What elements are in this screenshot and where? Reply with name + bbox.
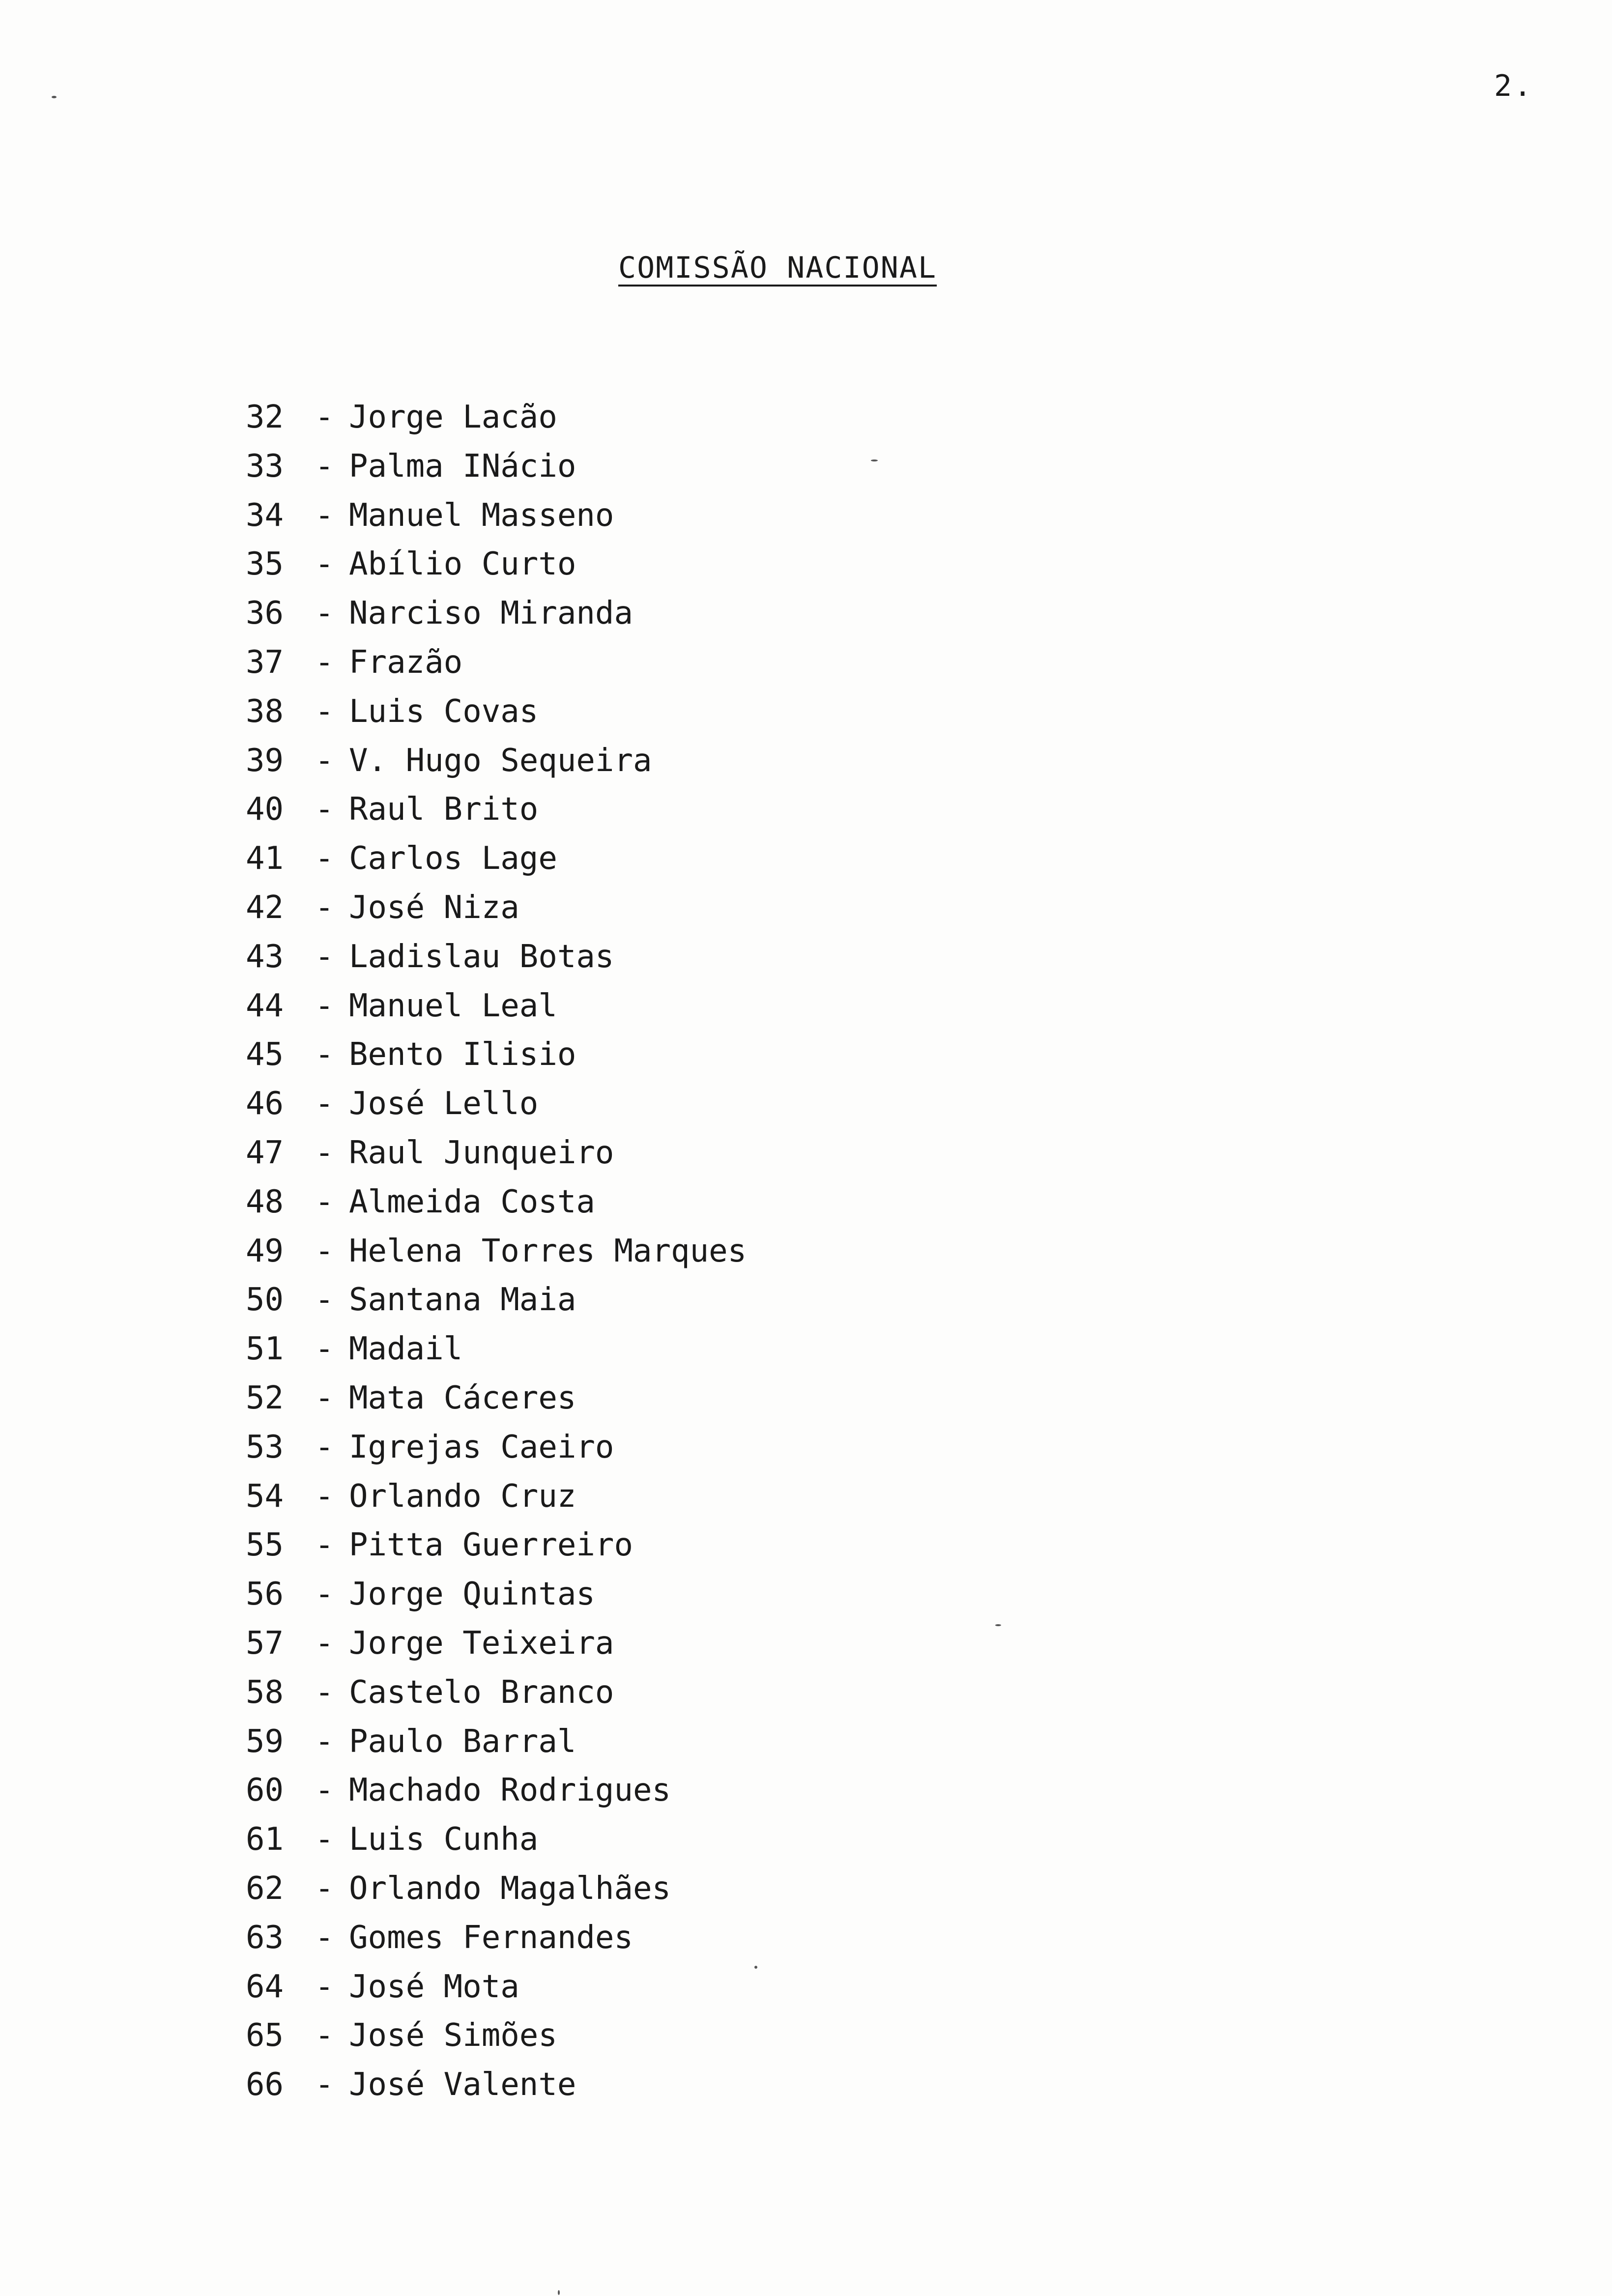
member-number: 33 (246, 448, 284, 485)
scan-speck (995, 1624, 1001, 1626)
member-separator: - (315, 1821, 334, 1858)
list-item (246, 1276, 747, 1325)
member-name: Pitta Guerreiro (349, 1527, 633, 1564)
list-item (246, 1963, 747, 2012)
list-item (246, 933, 747, 982)
list-item (246, 1766, 747, 1815)
member-separator: - (315, 1134, 334, 1171)
list-item (246, 491, 747, 541)
member-name: Mata Cáceres (349, 1379, 576, 1416)
member-separator: - (315, 595, 334, 632)
list-item (246, 2011, 747, 2061)
member-separator: - (315, 791, 334, 828)
list-item (246, 834, 747, 884)
list-item (246, 884, 747, 933)
member-name: Jorge Lacão (349, 399, 557, 435)
member-name: Paulo Barral (349, 1723, 576, 1760)
member-number: 50 (246, 1282, 284, 1319)
member-number: 45 (246, 1036, 284, 1073)
member-number: 34 (246, 497, 284, 534)
member-name: Luis Covas (349, 693, 539, 730)
member-number: 62 (246, 1870, 284, 1907)
list-item (246, 1619, 747, 1668)
member-separator: - (315, 1527, 334, 1564)
member-number: 57 (246, 1625, 284, 1662)
member-separator: - (315, 1674, 334, 1711)
list-item (246, 1031, 747, 1080)
member-number: 46 (246, 1086, 284, 1122)
member-number: 59 (246, 1723, 284, 1760)
member-separator: - (315, 1086, 334, 1122)
list-item (246, 442, 747, 491)
member-name: José Lello (349, 1086, 539, 1122)
member-separator: - (315, 2017, 334, 2054)
member-name: José Mota (349, 1968, 519, 2005)
member-number: 60 (246, 1772, 284, 1809)
member-separator: - (315, 1576, 334, 1613)
member-separator: - (315, 987, 334, 1024)
member-name: Orlando Magalhães (349, 1870, 671, 1907)
member-separator: - (315, 497, 334, 534)
member-name: Almeida Costa (349, 1183, 595, 1220)
list-item (246, 1080, 747, 1129)
list-item (246, 1129, 747, 1178)
member-number: 63 (246, 1919, 284, 1956)
list-item (246, 1374, 747, 1423)
member-name: Jorge Teixeira (349, 1625, 614, 1662)
member-number: 37 (246, 644, 284, 681)
member-name: Luis Cunha (349, 1821, 539, 1858)
member-name: Raul Junqueiro (349, 1134, 614, 1171)
list-item (246, 2061, 747, 2110)
member-name: Palma INácio (349, 448, 576, 485)
list-item (246, 982, 747, 1031)
member-name: Ladislau Botas (349, 938, 614, 975)
member-number: 66 (246, 2066, 284, 2103)
member-separator: - (315, 1282, 334, 1319)
member-separator: - (315, 889, 334, 926)
member-name: Abílio Curto (349, 546, 576, 583)
member-separator: - (315, 1183, 334, 1220)
list-item (246, 1914, 747, 1963)
member-number: 40 (246, 791, 284, 828)
member-name: Frazão (349, 644, 463, 681)
member-separator: - (315, 1036, 334, 1073)
member-number: 35 (246, 546, 284, 583)
list-item (246, 1718, 747, 1767)
member-name: Raul Brito (349, 791, 539, 828)
member-separator: - (315, 1870, 334, 1907)
member-number: 42 (246, 889, 284, 926)
document-title: COMISSÃO NACIONAL (618, 251, 937, 285)
member-separator: - (315, 546, 334, 583)
member-number: 51 (246, 1331, 284, 1368)
list-item (246, 1521, 747, 1570)
member-name: Igrejas Caeiro (349, 1429, 614, 1465)
member-name: Jorge Quintas (349, 1576, 595, 1613)
member-name: Carlos Lage (349, 840, 557, 877)
member-name: Machado Rodrigues (349, 1772, 671, 1809)
list-item (246, 589, 747, 638)
list-item (246, 1325, 747, 1374)
member-separator: - (315, 399, 334, 435)
member-number: 56 (246, 1576, 284, 1613)
list-item (246, 1570, 747, 1619)
member-number: 47 (246, 1134, 284, 1171)
member-separator: - (315, 1625, 334, 1662)
list-item (246, 1227, 747, 1276)
list-item (246, 1472, 747, 1521)
scan-speck (754, 1966, 757, 1969)
list-item (246, 393, 747, 442)
list-item (246, 688, 747, 737)
member-name: V. Hugo Sequeira (349, 742, 652, 779)
member-name: Manuel Masseno (349, 497, 614, 534)
member-name: José Simões (349, 2017, 557, 2054)
member-number: 61 (246, 1821, 284, 1858)
member-separator: - (315, 1919, 334, 1956)
member-separator: - (315, 693, 334, 730)
member-name: Manuel Leal (349, 987, 557, 1024)
list-item (246, 1178, 747, 1227)
member-number: 58 (246, 1674, 284, 1711)
member-number: 53 (246, 1429, 284, 1465)
member-number: 41 (246, 840, 284, 877)
member-separator: - (315, 1429, 334, 1465)
member-number: 36 (246, 595, 284, 632)
member-separator: - (315, 1772, 334, 1809)
member-name: Madail (349, 1331, 463, 1368)
member-name: Gomes Fernandes (349, 1919, 633, 1956)
member-name: Orlando Cruz (349, 1478, 576, 1515)
member-name: José Niza (349, 889, 519, 926)
member-separator: - (315, 1331, 334, 1368)
member-separator: - (315, 938, 334, 975)
member-number: 49 (246, 1233, 284, 1269)
member-number: 65 (246, 2017, 284, 2054)
member-name: Santana Maia (349, 1282, 576, 1319)
member-number: 39 (246, 742, 284, 779)
member-separator: - (315, 1968, 334, 2005)
member-number: 54 (246, 1478, 284, 1515)
member-number: 44 (246, 987, 284, 1024)
member-name: Bento Ilisio (349, 1036, 576, 1073)
member-separator: - (315, 2066, 334, 2103)
member-separator: - (315, 1379, 334, 1416)
member-number: 48 (246, 1183, 284, 1220)
member-list (246, 393, 747, 2110)
member-separator: - (315, 1233, 334, 1269)
member-name: Helena Torres Marques (349, 1233, 747, 1269)
scan-speck (558, 2290, 560, 2295)
member-separator: - (315, 1723, 334, 1760)
member-number: 52 (246, 1379, 284, 1416)
member-number: 55 (246, 1527, 284, 1564)
member-name: Castelo Branco (349, 1674, 614, 1711)
list-item (246, 540, 747, 589)
list-item (246, 1865, 747, 1914)
scan-speck (871, 459, 878, 461)
member-separator: - (315, 1478, 334, 1515)
list-item (246, 1423, 747, 1472)
member-separator: - (315, 644, 334, 681)
member-separator: - (315, 742, 334, 779)
list-item (246, 785, 747, 834)
member-number: 64 (246, 1968, 284, 2005)
list-item (246, 1815, 747, 1865)
list-item (246, 1668, 747, 1718)
list-item (246, 737, 747, 786)
member-number: 43 (246, 938, 284, 975)
member-name: José Valente (349, 2066, 576, 2103)
scan-speck (52, 96, 57, 98)
member-number: 32 (246, 399, 284, 435)
list-item (246, 638, 747, 688)
member-separator: - (315, 840, 334, 877)
member-number: 38 (246, 693, 284, 730)
page-number: 2. (1494, 69, 1534, 103)
member-name: Narciso Miranda (349, 595, 633, 632)
member-separator: - (315, 448, 334, 485)
